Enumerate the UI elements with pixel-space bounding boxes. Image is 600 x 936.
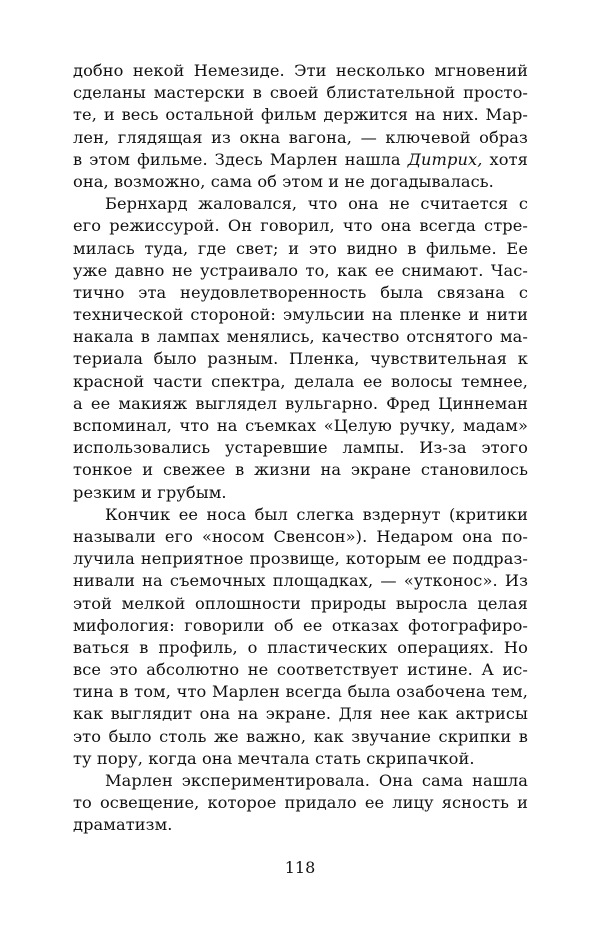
- text-line: мифология: говорили об ее отказах фотографиро-: [73, 615, 528, 635]
- text-line: лен, глядящая из окна вагона, — ключевой образ: [73, 127, 528, 147]
- paragraph: [73, 193, 528, 504]
- text-line: нивали на съемочных площадках, — «утконос». Из: [73, 571, 528, 591]
- text-line: Кончик ее носа был слегка вздернут (критики: [105, 504, 528, 524]
- text-line: использовались устаревшие лампы. Из-за этого: [73, 438, 528, 458]
- text-segment: хотя: [482, 149, 528, 169]
- text-line: ваться в профиль, о пластических операциях. Но: [73, 637, 528, 657]
- page-number: 118: [284, 858, 316, 877]
- page-body-text: [73, 60, 528, 837]
- text-line: милась туда, где свет; и это видно в фильме. Ее: [73, 238, 528, 258]
- italic-name: Дитрих,: [407, 149, 483, 169]
- paragraph: [73, 504, 528, 770]
- text-line: вспоминал, что на съемках «Целую ручку, мадам»: [73, 416, 528, 435]
- text-line: тично эта неудовлетворенность была связана с: [73, 282, 528, 302]
- text-line: тонкое и свежее в жизни на экране становилось: [73, 460, 528, 480]
- text-line: называли его «носом Свенсон»). Недаром она по-: [73, 526, 528, 546]
- text-line: те, и весь остальной фильм держится на них. Мар-: [73, 105, 528, 125]
- text-line: резким и грубым.: [73, 482, 227, 502]
- text-line: то освещение, которое придало ее лицу ясность и: [73, 793, 528, 813]
- text-line: а ее макияж выглядел вульгарно. Фред Циннеман: [73, 393, 528, 413]
- text-line: териала было разным. Пленка, чувствительная к: [73, 349, 528, 369]
- text-line: Бернхард жаловался, что она не считается с: [105, 194, 528, 214]
- text-line: этой мелкой оплошности природы выросла целая: [73, 593, 528, 613]
- text-line: Марлен экспериментировала. Она сама нашла: [105, 771, 528, 790]
- paragraph: [73, 770, 528, 837]
- text-line: [73, 149, 528, 171]
- text-line: добно некой Немезиде. Эти несколько мгновений: [73, 61, 528, 80]
- text-line: как выглядит она на экране. Для нее как актрисы: [73, 704, 528, 724]
- text-line: его режиссурой. Он говорил, что она всегда стре-: [73, 216, 528, 236]
- text-segment: в этом фильме. Здесь Марлен нашла: [73, 149, 408, 169]
- text-line: технической стороной: эмульсии на пленке и нити: [73, 305, 528, 325]
- text-line: красной части спектра, делала ее волосы темнее,: [73, 371, 528, 391]
- text-line: сделаны мастерски в своей блистательной просто-: [73, 83, 528, 103]
- text-line: тина в том, что Марлен всегда была озабочена тем,: [73, 682, 528, 702]
- paragraph: [73, 60, 528, 193]
- text-line: лучила неприятное прозвище, которым ее поддраз-: [73, 549, 528, 569]
- text-line: она, возможно, сама об этом и не догадывалась.: [73, 171, 494, 191]
- text-line: накала в лампах менялись, качество отснятого ма-: [73, 327, 528, 347]
- text-line: ту пору, когда она мечтала стать скрипачкой.: [73, 748, 475, 768]
- text-line: драматизм.: [73, 815, 173, 835]
- text-line: уже давно не устраивало то, как ее снимают. Час-: [73, 260, 528, 280]
- text-line: все это абсолютно не соответствует истине. А ис-: [73, 660, 528, 680]
- text-line: это было столь же важно, как звучание скрипки в: [73, 726, 528, 746]
